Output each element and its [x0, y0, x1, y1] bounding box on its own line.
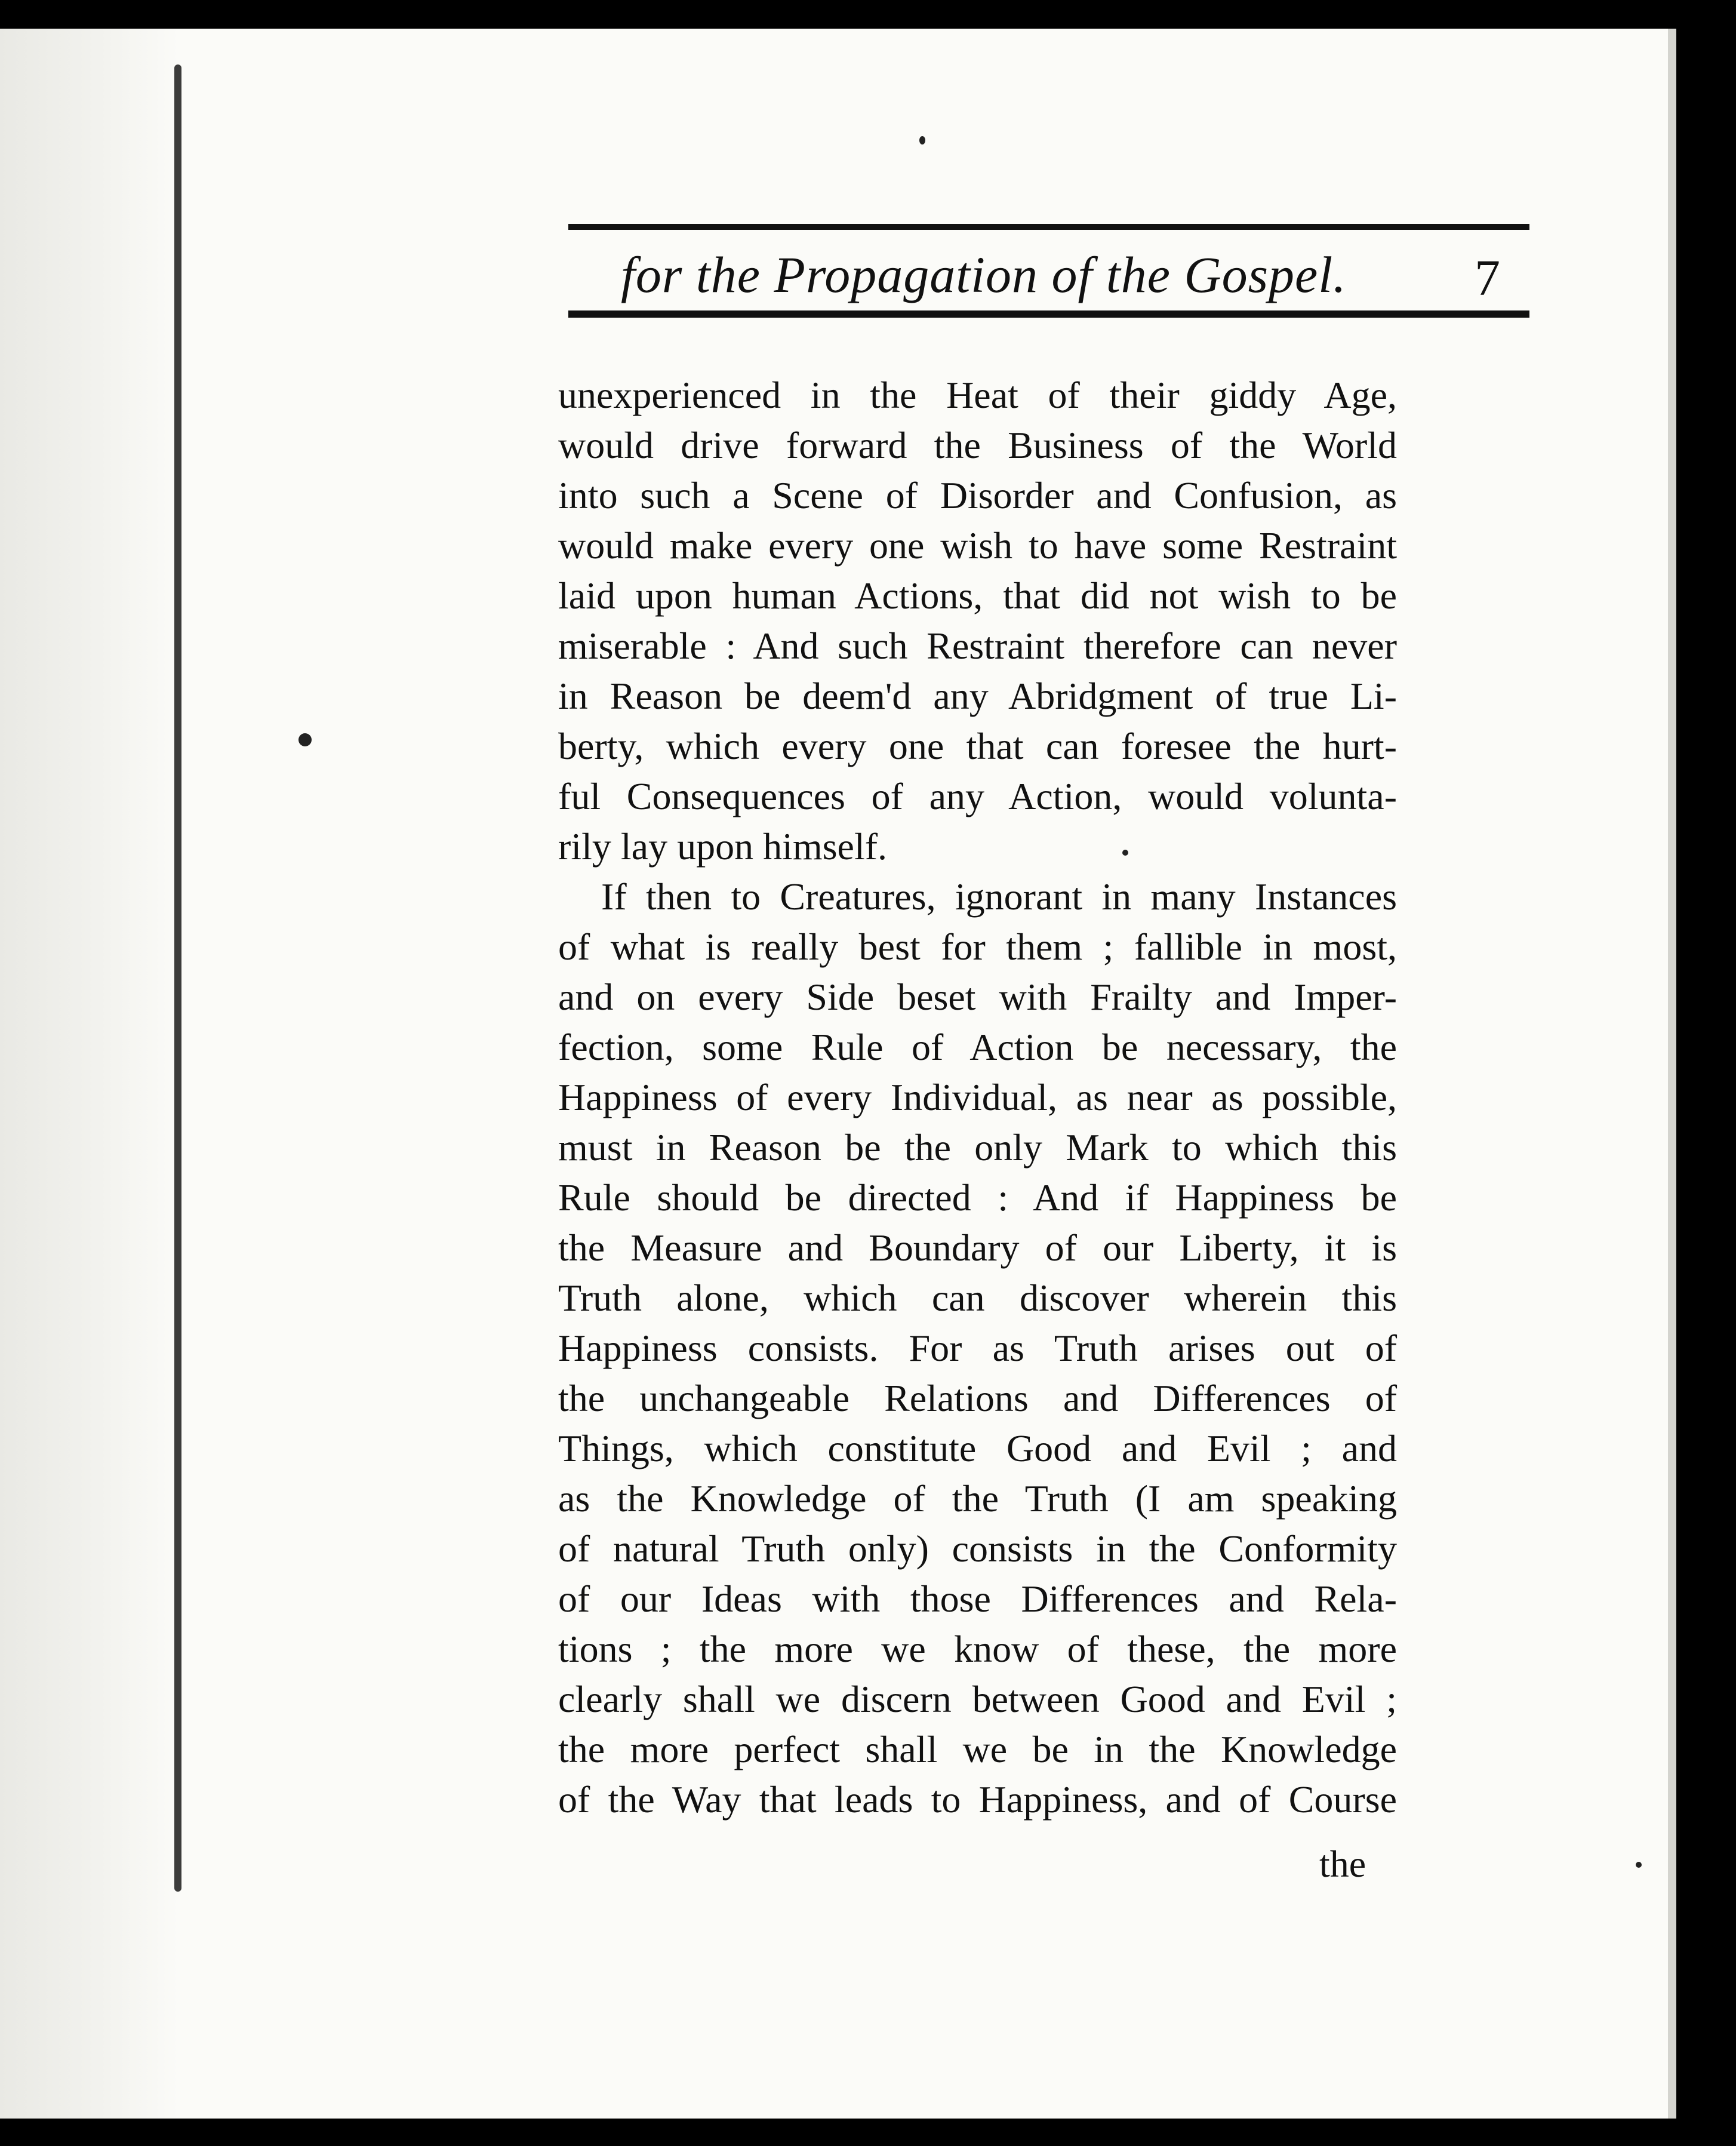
text-line: laid upon human Actions, that did not wish to be [558, 574, 1397, 617]
text-line: the Measure and Boundary of our Liberty, it is [558, 1226, 1397, 1269]
text-line: of what is really best for them ; fallible in most, [558, 926, 1397, 968]
text-line: rily lay upon himself. [558, 825, 888, 868]
text-line: unexperienced in the Heat of their giddy Age, [558, 374, 1397, 416]
body-text [558, 370, 1397, 1825]
page-edge [1668, 29, 1676, 2119]
text-line: in Reason be deem'd any Abridgment of true Li- [558, 675, 1397, 717]
text-line: must in Reason be the only Mark to which this [558, 1126, 1397, 1169]
text-line: miserable : And such Restraint therefore can never [558, 625, 1397, 667]
text-line: as the Knowledge of the Truth (I am speaking [558, 1477, 1397, 1520]
text-line: fection, some Rule of Action be necessary, the [558, 1026, 1397, 1068]
text-line: the more perfect shall we be in the Knowledge [558, 1728, 1397, 1770]
text-line: tions ; the more we know of these, the more [558, 1628, 1397, 1670]
page-number: 7 [1475, 249, 1500, 306]
catchword: the [1319, 1843, 1366, 1885]
text-line: of our Ideas with those Differences and Rela- [558, 1578, 1397, 1620]
gutter-shadow [0, 29, 179, 2119]
ink-speck [1636, 1862, 1642, 1868]
text-line: would drive forward the Business of the World [558, 424, 1397, 466]
text-line: into such a Scene of Disorder and Confusion, as [558, 474, 1397, 516]
text-line: of natural Truth only) consists in the Conformity [558, 1527, 1397, 1570]
text-line: and on every Side beset with Frailty and Imper- [558, 976, 1397, 1018]
text-line: Things, which constitute Good and Evil ; and [558, 1427, 1397, 1469]
text-line: would make every one wish to have some Restraint [558, 524, 1397, 567]
ink-speck [919, 136, 925, 144]
text-line: of the Way that leads to Happiness, and of Course [558, 1778, 1397, 1821]
text-line: Happiness consists. For as Truth arises out of [558, 1327, 1397, 1369]
text-line: the unchangeable Relations and Differences of [558, 1377, 1397, 1419]
binding-spine [174, 64, 181, 1892]
text-line: Truth alone, which can discover wherein this [558, 1277, 1397, 1319]
ink-speck [298, 733, 312, 746]
text-line: Happiness of every Individual, as near as possible, [558, 1076, 1397, 1118]
header-rule-bottom [568, 310, 1529, 318]
text-line: ful Consequences of any Action, would volunta- [558, 775, 1397, 817]
header-rule-top [568, 224, 1529, 230]
paragraph-start-line: If then to Creatures, ignorant in many Instances [601, 875, 1397, 918]
text-line: clearly shall we discern between Good and Evil ; [558, 1678, 1397, 1720]
running-head: for the Propagation of the Gospel. [621, 246, 1347, 303]
text-line: berty, which every one that can foresee the hurt- [558, 725, 1397, 767]
text-line: Rule should be directed : And if Happiness be [558, 1176, 1397, 1219]
